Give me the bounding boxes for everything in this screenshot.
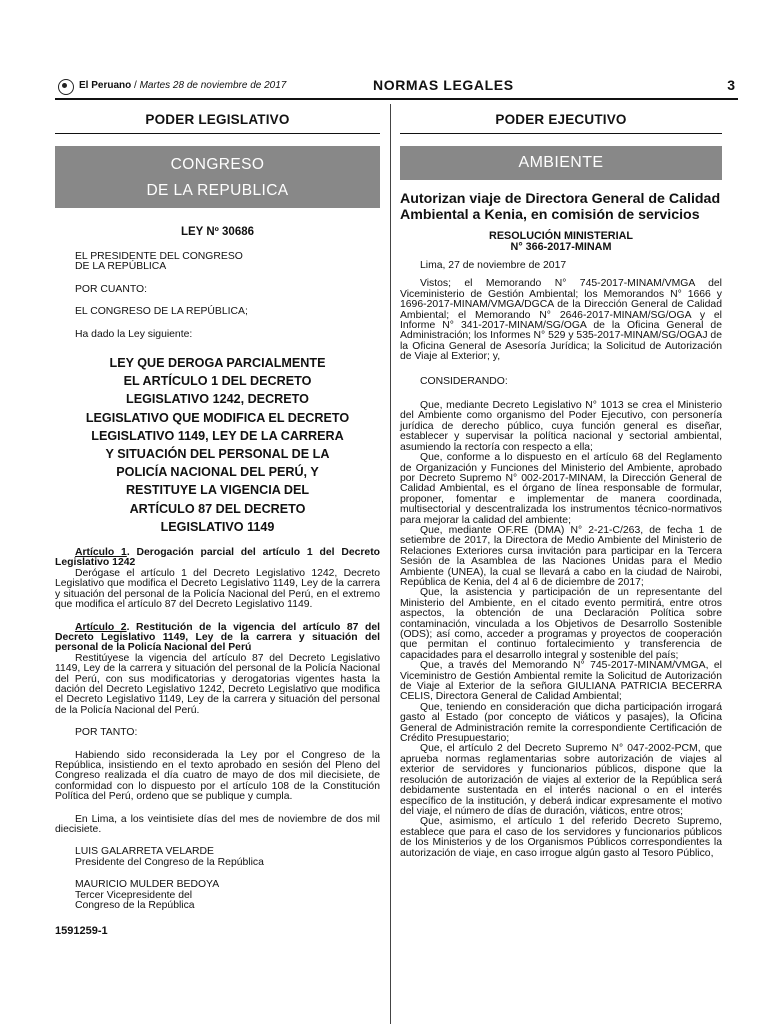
article-1-body: Derógase el artículo 1 del Decreto Legislativo 1242, Decreto Legislativo que modifica el Decreto Legislativo 1149, Ley de la carrera y situación del personal de la Policía Nacional del Perú, en el extremo que modifica el artículo 87 del Decreto Legislativo 1149.	[55, 567, 380, 611]
rm-line: RESOLUCIÓN MINISTERIAL	[489, 230, 633, 242]
header-brand-date: El Peruano / Martes 28 de noviembre de 2017	[79, 80, 287, 91]
power-heading-legislativo: PODER LEGISLATIVO	[55, 104, 380, 134]
page-number: 3	[727, 77, 735, 93]
considerando-paragraph: Que, la asistencia y participación de un representante del Ministerio del Ambiente, en el citado evento permitirá, entre otros aspectos, la obtención de una Declaración Política sobre contaminación, vinculada a los Objetivos de Desarrollo Sostenible (ODS); así como, acceder a programas y proyectos de cooperación que permitan el continuo fortalecimiento y transferencia de capacidades para el desarrollo integral y sostenible del país;	[400, 587, 722, 661]
congress-band	[55, 146, 380, 208]
law-title-line: LEGISLATIVO 1149, LEY DE LA CARRERA	[91, 428, 344, 443]
law-title-line: ARTÍCULO 87 DEL DECRETO	[129, 501, 306, 516]
considerando-paragraph: Que, conforme a lo dispuesto en el artículo 68 del Reglamento de Organización y Funciones del Ministerio del Ambiente, aprobado por Decreto Supremo N° 002-2017-MINAM, la Dirección General de Calidad Ambiental, es el órgano de línea responsable de formular, proponer, fomentar e implementar de manera coordinada, multisectorial y descentralizada los instrumentos técnico-normativos para mejorar la calidad del ambiente;	[400, 452, 722, 526]
considerando-paragraph: Que, mediante Decreto Legislativo N° 1013 se crea el Ministerio del Ambiente como organismo del Poder Ejecutivo, con personería jurídica de derecho público, cuya función general es diseñar, establecer y supervisar la política nacional y sectorial ambiental, asumiendo la rectoría con respecto a ella;	[400, 400, 722, 453]
page-header	[55, 72, 738, 100]
rm-line: N° 366-2017-MINAM	[510, 241, 612, 253]
law-title-line: LEGISLATIVO QUE MODIFICA EL DECRETO	[85, 410, 350, 425]
left-column	[55, 104, 380, 937]
article-1-heading-text: . Derogación parcial del artículo 1 del Decreto Legislativo 1242	[55, 547, 381, 569]
publication-code: 1591259-1	[55, 925, 108, 938]
section-title: NORMAS LEGALES	[373, 77, 514, 93]
article-2-label: Artículo 2	[75, 621, 127, 633]
closing-paragraph: Habiendo sido reconsiderada la Ley por el Congreso de la República, insistiendo en el texto aprobado en sesión del Pleno del Congreso realizada el día cuatro de mayo de dos mil diecisiete, de conformidad con lo dispuesto por el artículo 108 de la Constitución Política del Perú, ordeno que se publique y cumpla.	[55, 749, 380, 803]
signatory-1-role: Presidente del Congreso de la República	[75, 856, 264, 868]
resolution-title: Autorizan viaje de Directora General de Calidad Ambiental a Kenia, en comisión de servicios	[400, 191, 721, 223]
right-column	[400, 104, 722, 859]
signatory-1-name: LUIS GALARRETA VELARDE	[75, 846, 214, 858]
considerando-paragraph: Que, el artículo 2 del Decreto Supremo N° 047-2002-PCM, que aprueba normas reglamentarias sobre autorización de viajes al exterior de servidores y funcionarios públicos, dispone que la resolución de autorización de viajes al exterior de la República será debidamente sustentada en el interés nacional o en el interés específico de la institución, y deberá indicar expresamente el motivo del viaje, el número de días de duración, viáticos, entre otros;	[400, 743, 722, 817]
vistos-paragraph: Vistos; el Memorando N° 745-2017-MINAM/VMGA del Viceministerio de Gestión Ambiental; los Memorandos N° 1666 y 1696-2017-MINAM/VMGA/DGCA de la Dirección General de Calidad Ambiental; el Memorando N° 2646-2017-MINAM/SG/OGA y el Informe N° 341-2017-MINAM/SG/OGA de la Oficina General de Administración; los Informes N° 529 y 535-2017-MINAM/SG/OGAJ de la Oficina General de Asesoría Jurídica; la Solicitud de Autorización de Viaje al Exterior; y,	[400, 278, 722, 363]
article-2-body: Restitúyese la vigencia del artículo 87 del Decreto Legislativo 1149, Ley de la carrera y situación del personal de la Policía Nacional del Perú, con sus modificatorias y derogatorias vigentes hasta la dación del Decreto Legislativo 1242, Decreto Legislativo que modifica el Decreto Legislativo 1149, Ley de la carrera y situación del personal de la Policía Nacional del Perú.	[55, 652, 380, 716]
power-heading-ejecutivo: PODER EJECUTIVO	[400, 104, 722, 134]
law-title-line: RESTITUYE LA VIGENCIA DEL	[125, 483, 310, 498]
article-1-heading	[55, 548, 380, 569]
intro-line: EL CONGRESO DE LA REPÚBLICA;	[75, 306, 248, 318]
intro-line: EL PRESIDENTE DEL CONGRESO	[75, 251, 243, 262]
intro-line: Ha dado la Ley siguiente:	[75, 328, 193, 340]
law-title	[55, 354, 380, 536]
band-line-1: CONGRESO	[170, 156, 265, 173]
newspaper-name: El Peruano	[79, 80, 132, 91]
law-number: LEY Nº 30686	[180, 226, 255, 238]
considerando-paragraph: Que, teniendo en consideración que dicha participación irrogará gasto al Estado (por concepto de viáticos y pasajes), la Oficina General de Administración remite la correspondiente Certificación de Crédito Presupuestario;	[400, 701, 722, 745]
article-1-label: Artículo 1	[75, 547, 127, 559]
law-title-line: LEGISLATIVO 1149	[160, 519, 275, 534]
ambiente-band: AMBIENTE	[400, 146, 722, 180]
article-2-heading-text: . Restitución de la vigencia del artículo 87 del Decreto Legislativo 1149, Ley de la carrera y situación del personal de la Policía Nacional del Perú	[55, 621, 380, 654]
resolution-number	[400, 231, 722, 253]
por-tanto: POR TANTO:	[75, 727, 138, 739]
intro-line: DE LA REPÚBLICA	[75, 261, 167, 273]
law-title-line: Y SITUACIÓN DEL PERSONAL DE LA	[105, 447, 330, 462]
resolution-date: Lima, 27 de noviembre de 2017	[420, 260, 567, 271]
law-intro	[55, 252, 380, 340]
signatory-2-name: MAURICIO MULDER BEDOYA	[75, 879, 220, 891]
intro-line: POR CUANTO:	[75, 283, 147, 295]
resolution-body	[400, 261, 722, 859]
law-title-line: LEY QUE DEROGA PARCIALMENTE	[109, 356, 326, 371]
coat-of-arms-icon	[58, 79, 74, 95]
column-divider	[390, 104, 391, 1024]
law-title-line: POLICÍA NACIONAL DEL PERÚ, Y	[116, 465, 319, 480]
law-title-line: EL ARTÍCULO 1 DEL DECRETO	[123, 374, 312, 389]
issue-date: Martes 28 de noviembre de 2017	[139, 80, 287, 91]
considerando-heading: CONSIDERANDO:	[420, 375, 508, 387]
signatory-2-role: Congreso de la República	[75, 900, 195, 912]
considerando-paragraph: Que, asimismo, el artículo 1 del referido Decreto Supremo, establece que para el caso de los servidores y funcionarios públicos de los Ministerios y de los Organismos Públicos correspondientes la autorización de viaje, en caso irrogue algún gasto al Tesoro Público,	[400, 816, 722, 859]
law-body	[55, 548, 380, 911]
article-2-heading	[55, 623, 380, 654]
considerando-paragraph: Que, mediante OF.RE (DMA) N° 2-21-C/263, de fecha 1 de setiembre de 2017, la Directora de Medio Ambiente del Ministerio de Relaciones Exteriores cursa invitación para participar en la Tercera Sesión de la Asamblea de las Naciones Unidas para el Medio Ambiente (UNEA), la cual se llevará a cabo en la ciudad de Nairobi, República de Kenia, del 4 al 6 de diciembre de 2017;	[400, 524, 722, 588]
band-line-2: DE LA REPUBLICA	[146, 182, 289, 199]
place-date: En Lima, a los veintisiete días del mes de noviembre de dos mil diecisiete.	[55, 813, 380, 835]
law-title-line: LEGISLATIVO 1242, DECRETO	[126, 392, 309, 407]
signatory-2-role: Tercer Vicepresidente del	[75, 889, 193, 901]
considerando-paragraph: Que, a través del Memorando N° 745-2017-MINAM/VMGA, el Viceministro de Gestión Ambiental remite la Solicitud de Autorización de Viaje al Exterior de la señora GIULIANA PATRICIA BECERRA CELIS, Directora General de Calidad Ambiental;	[400, 660, 722, 703]
